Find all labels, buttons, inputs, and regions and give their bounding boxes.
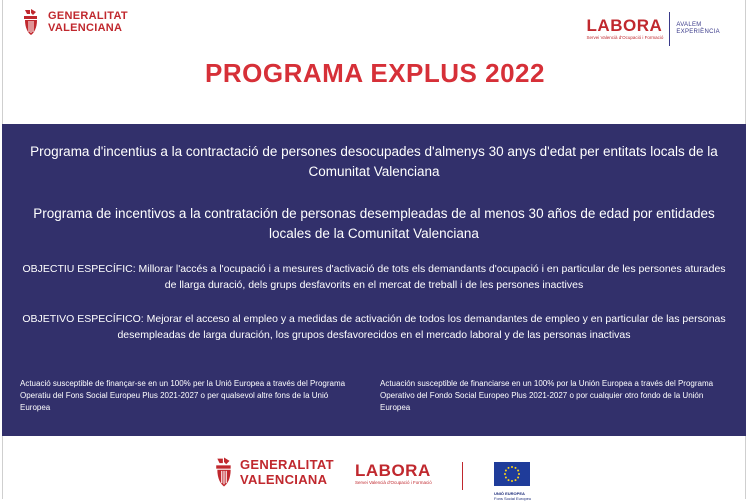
labora-tag-line1: AVALEM xyxy=(676,22,702,28)
eu-flag-icon xyxy=(494,462,530,486)
labora-logo xyxy=(587,12,720,46)
generalitat-emblem-icon xyxy=(22,8,40,36)
objective-spanish: OBJETIVO ESPECÍFICO: Mejorar el acceso al empleo y a medidas de activación de todos los demandantes de empleo y en particular de las personas desempleadas de larga duración, los grupos desfavorecidos en el mercado laboral y de las personas inactivas xyxy=(22,313,726,341)
eu-label-line1: UNIÓ EUROPEA xyxy=(494,491,525,496)
description-valencian: Programa d'incentius a la contractació de persones desocupades d'almenys 30 anys d'edat per entitats locals de la Comunitat Valenciana xyxy=(30,144,718,179)
footer-generalitat-logo xyxy=(214,454,334,490)
footer-gva-line2: VALENCIANA xyxy=(240,472,328,487)
footer-labora-subtitle: Servei Valencià d'Ocupació i Formació xyxy=(355,480,432,485)
objective-valencian: OBJECTIU ESPECÍFIC: Millorar l'accés a l'ocupació i a mesures d'activació de tots els demandants d'ocupació i en particular de les persones aturades de llarga duració, dels grups desfavorits en el mercat de treball i de les persones inactives xyxy=(22,263,726,291)
page-title: PROGRAMA EXPLUS 2022 xyxy=(205,58,545,88)
description-spanish: Programa de incentivos a la contratación de personas desempleadas de al menos 30 años de edad por entidades locales de la Comunitat Valenciana xyxy=(33,206,715,241)
footer-labora-wordmark: LABORA xyxy=(355,461,431,480)
eu-label-line2: Fons Social Europeu xyxy=(494,496,532,501)
info-panel xyxy=(2,124,746,436)
funding-note-spanish: Actuación susceptible de financiarse en un 100% por la Unión Europea a través del Programa Operativo del Fondo Social Europeo Plus 2021-2027 o por cualquier otro fondo de la Unión Europea xyxy=(380,379,714,412)
gva-line2: VALENCIANA xyxy=(48,22,123,34)
eu-logo xyxy=(494,462,531,501)
labora-subtitle: Servei Valencià d'Ocupació i Formació xyxy=(586,35,664,40)
gva-line1: GENERALITAT xyxy=(48,10,128,22)
footer-logos xyxy=(0,452,750,499)
generalitat-logo xyxy=(22,8,128,36)
footer-gva-line1: GENERALITAT xyxy=(240,457,334,472)
footer-labora-logo xyxy=(355,462,432,486)
labora-divider xyxy=(669,12,670,46)
labora-wordmark: LABORA xyxy=(586,16,663,35)
labora-tag-line2: EXPERIÈNCIA xyxy=(676,29,720,35)
generalitat-emblem-icon xyxy=(214,454,234,490)
funding-note-valencian: Actuació susceptible de finançar-se en un 100% per la Unió Europea a través del Programa Operatiu del Fons Social Europeu Plus 2021-2027 o per qualsevol altre fons de la Unió Europea xyxy=(20,379,346,412)
footer-divider xyxy=(462,462,463,490)
